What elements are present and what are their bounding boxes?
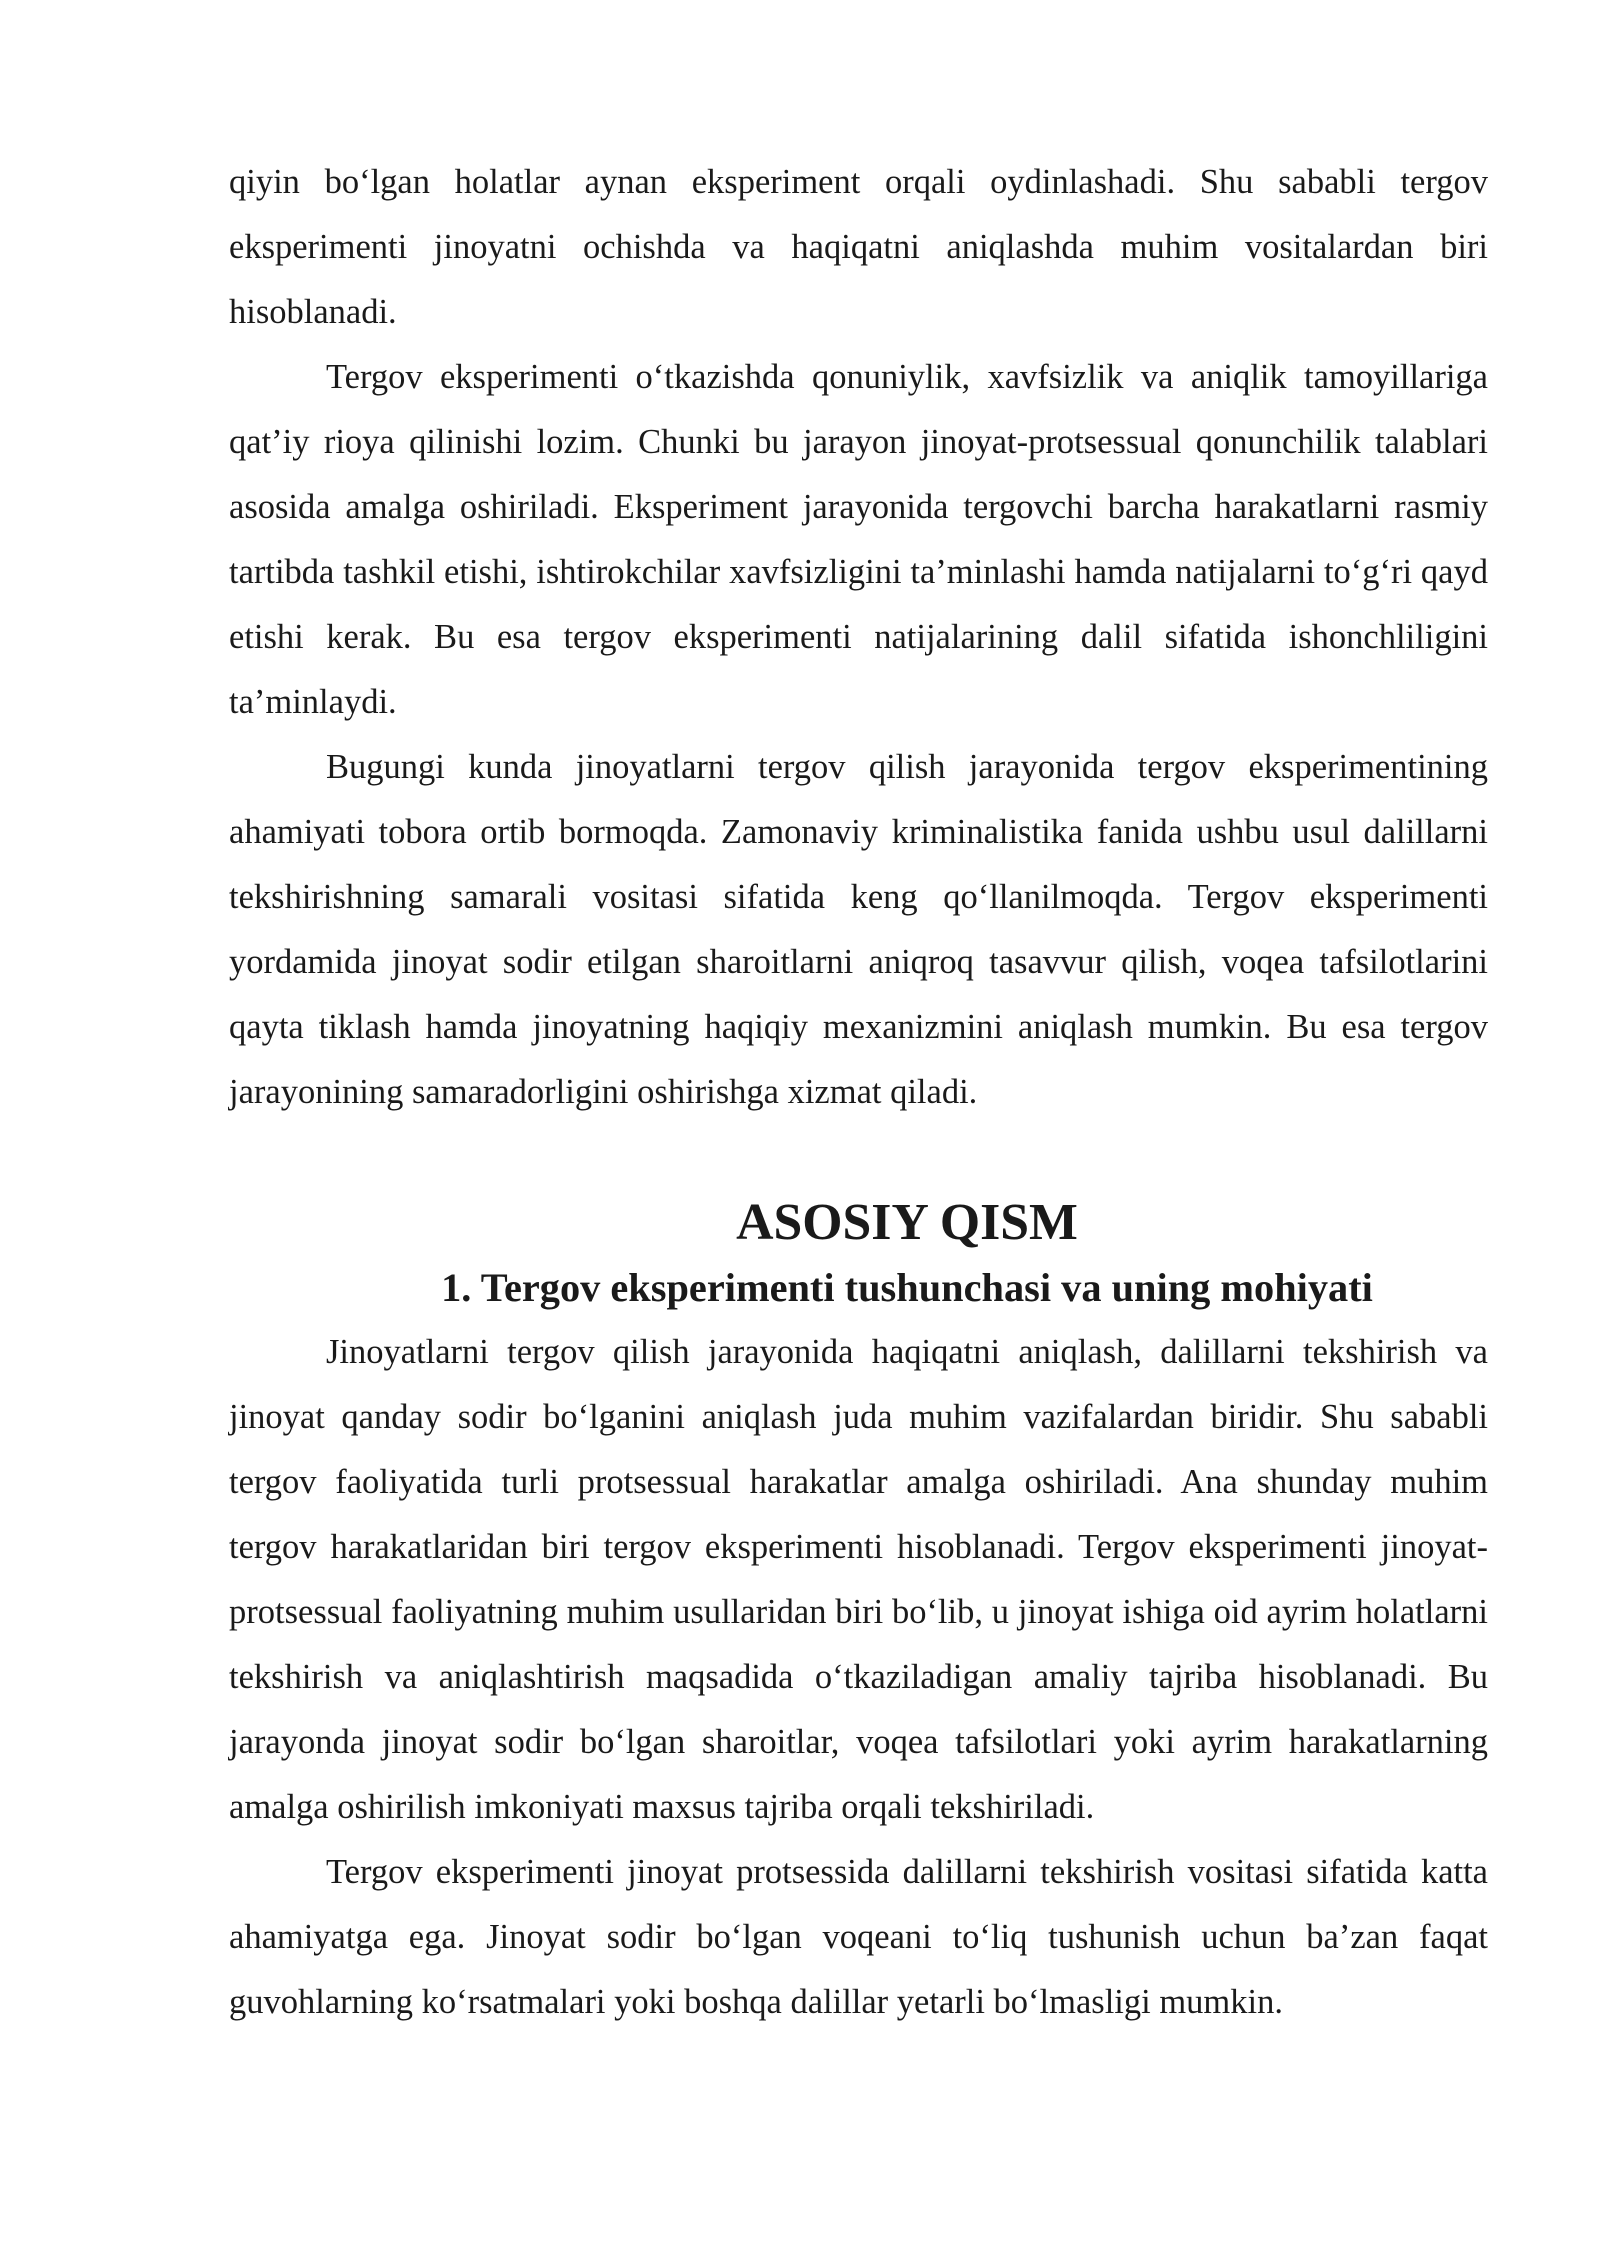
section-subheading: 1. Tergov eksperimenti tushunchasi va uning mohiyati bbox=[441, 1265, 1373, 1310]
paragraph-importance: Bugungi kunda jinoyatlarni tergov qilish jarayonida tergov eksperimentining ahamiyati tobora ortib bormoqda. Zamonaviy kriminalistika fanida ushbu usul dalillarni tekshirishning samarali vositasi sifatida keng qo‘llanilmoqda. Tergov eksperimenti yordamida jinoyat sodir etilgan sharoitlarni aniqroq tasavvur qilish, voqea tafsilotlarini qayta tiklash hamda jinoyatning haqiqiy mexanizmini aniqlash mumkin. Bu esa tergov jarayonining samaradorligini oshirishga xizmat qiladi. bbox=[229, 748, 1488, 1111]
paragraph-principles: Tergov eksperimenti o‘tkazishda qonuniylik, xavfsizlik va aniqlik tamoyillariga qat’iy rioya qilinishi lozim. Chunki bu jarayon jinoyat-protsessual qonunchilik talablari asosida amalga oshiriladi. Eksperiment jarayonida tergovchi barcha harakatlarni rasmiy tartibda tashkil etishi, ishtirokchilar xavfsizligini ta’minlashi hamda natijalarni to‘g‘ri qayd etishi kerak. Bu esa tergov eksperimenti natijalarining dalil sifatida ishonchliligini ta’minlaydi. bbox=[229, 358, 1488, 721]
section-heading: ASOSIY QISM bbox=[736, 1194, 1078, 1251]
document-page bbox=[229, 150, 1488, 2035]
paragraph-evidence: Tergov eksperimenti jinoyat protsessida dalillarni tekshirish vositasi sifatida katta ahamiyatga ega. Jinoyat sodir bo‘lgan voqeani to‘liq tushunish uchun ba’zan faqat guvohlarning ko‘rsatmalari yoki boshqa dalillar yetarli bo‘lmasligi mumkin. bbox=[229, 1853, 1488, 2021]
paragraph-continuation: qiyin bo‘lgan holatlar aynan eksperiment orqali oydinlashadi. Shu sababli tergov eksperimenti jinoyatni ochishda va haqiqatni aniqlashda muhim vositalardan biri hisoblanadi. bbox=[229, 163, 1488, 331]
paragraph-definition: Jinoyatlarni tergov qilish jarayonida haqiqatni aniqlash, dalillarni tekshirish va jinoyat qanday sodir bo‘lganini aniqlash juda muhim vazifalardan biridir. Shu sababli tergov faoliyatida turli protsessual harakatlar amalga oshiriladi. Ana shunday muhim tergov harakatlaridan biri tergov eksperimenti hisoblanadi. Tergov eksperimenti jinoyat-protsessual faoliyatning muhim usullaridan biri bo‘lib, u jinoyat ishiga oid ayrim holatlarni tekshirish va aniqlashtirish maqsadida o‘tkaziladigan amaliy tajriba hisoblanadi. Bu jarayonda jinoyat sodir bo‘lgan sharoitlar, voqea tafsilotlari yoki ayrim harakatlarning amalga oshirilish imkoniyati maxsus tajriba orqali tekshiriladi. bbox=[229, 1333, 1488, 1826]
